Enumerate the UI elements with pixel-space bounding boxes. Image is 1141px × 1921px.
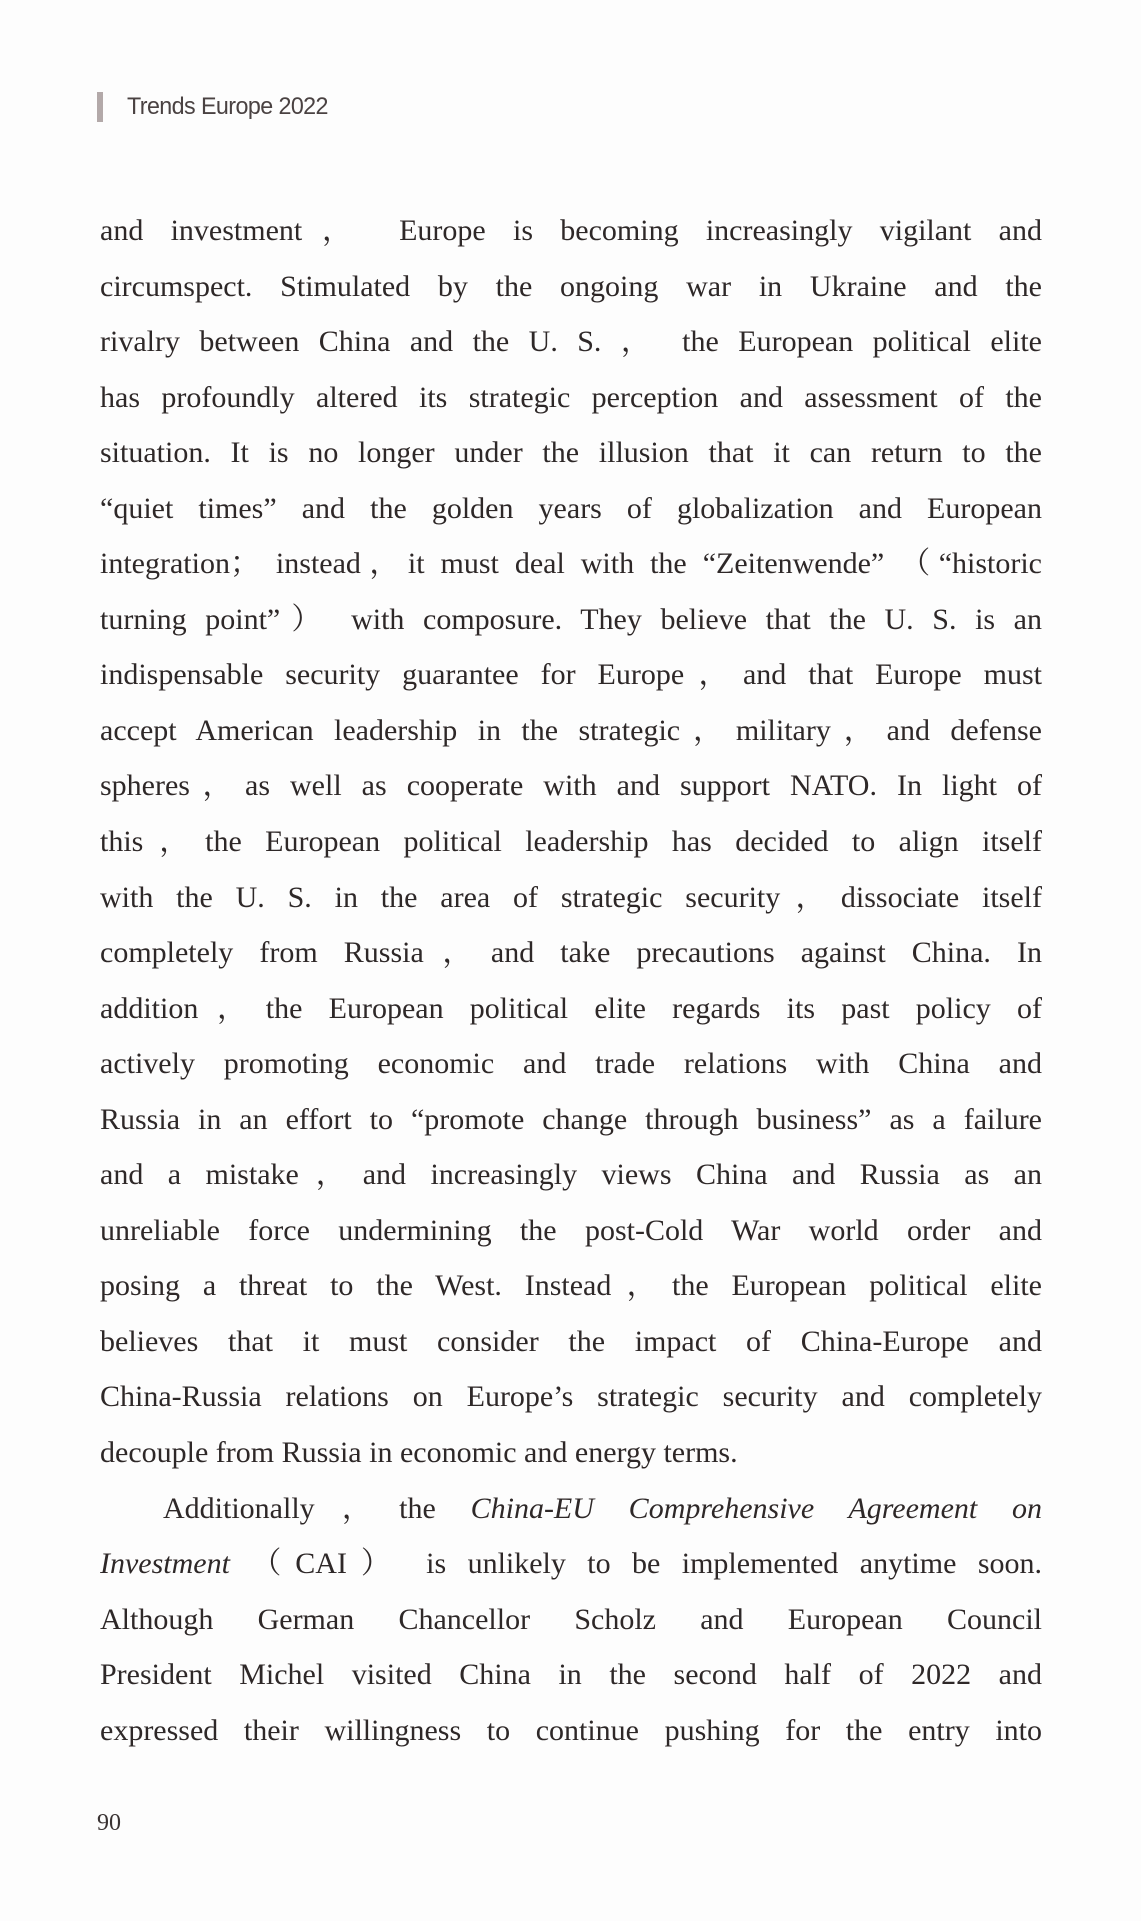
text-line: expressed their willingness to continue pushing for the entry into <box>100 1713 1042 1747</box>
text-span: （CAI） is unlikely to be implemented anytime soon. <box>251 1547 1042 1581</box>
text-line: accept American leadership in the strategic，military，and defense <box>100 713 1042 747</box>
text-line: actively promoting economic and trade relations with China and <box>100 1047 1042 1081</box>
text-line: Russia in an effort to “promote change through business” as a failure <box>100 1102 1042 1136</box>
paragraph-1 <box>100 203 1042 1481</box>
text-line: with the U. S. in the area of strategic security，dissociate itself <box>100 880 1042 914</box>
text-line: rivalry between China and the U. S. ， the European political elite <box>100 325 1042 359</box>
text-line <box>100 1481 1042 1537</box>
running-header <box>97 92 334 122</box>
page-number: 90 <box>97 1810 121 1836</box>
text-line: integration； instead，it must deal with the “Zeitenwende” （“historic <box>100 547 1042 581</box>
agreement-title-italic: Investment <box>100 1547 230 1581</box>
text-line: spheres，as well as cooperate with and support NATO. In light of <box>100 769 1042 803</box>
body-text <box>100 203 1042 1758</box>
text-line: turning point”） with composure. They believe that the U. S. is an <box>100 602 1042 636</box>
text-line: circumspect. Stimulated by the ongoing war in Ukraine and the <box>100 269 1042 303</box>
text-line: addition，the European political elite regards its past policy of <box>100 991 1042 1025</box>
text-line: situation. It is no longer under the illusion that it can return to the <box>100 436 1042 470</box>
text-line: and investment， Europe is becoming increasingly vigilant and <box>100 214 1042 247</box>
text-line: China-Russia relations on Europe’s strategic security and completely <box>100 1380 1042 1414</box>
text-line: decouple from Russia in economic and energy terms. <box>100 1436 738 1470</box>
text-line: completely from Russia，and take precautions against China. In <box>100 936 1042 970</box>
text-line: posing a threat to the West. Instead，the European political elite <box>100 1269 1042 1303</box>
header-title: Trends Europe 2022 <box>127 93 328 120</box>
text-line: unreliable force undermining the post-Cold War world order and <box>100 1213 1042 1247</box>
text-line: “quiet times” and the golden years of globalization and European <box>100 491 1042 525</box>
text-line <box>100 1536 1042 1592</box>
text-span: Additionally，the <box>163 1491 471 1525</box>
text-line: this，the European political leadership has decided to align itself <box>100 825 1042 859</box>
header-accent-bar <box>97 92 103 122</box>
text-line: indispensable security guarantee for Europe，and that Europe must <box>100 658 1042 692</box>
text-line: believes that it must consider the impact of China-Europe and <box>100 1324 1042 1358</box>
paragraph-2 <box>100 1481 1042 1759</box>
text-line: and a mistake，and increasingly views China and Russia as an <box>100 1158 1042 1192</box>
text-line: Although German Chancellor Scholz and European Council <box>100 1602 1042 1636</box>
text-line: has profoundly altered its strategic perception and assessment of the <box>100 380 1042 414</box>
text-line: President Michel visited China in the second half of 2022 and <box>100 1658 1042 1692</box>
agreement-title-italic: China-EU Comprehensive Agreement on <box>470 1491 1042 1525</box>
